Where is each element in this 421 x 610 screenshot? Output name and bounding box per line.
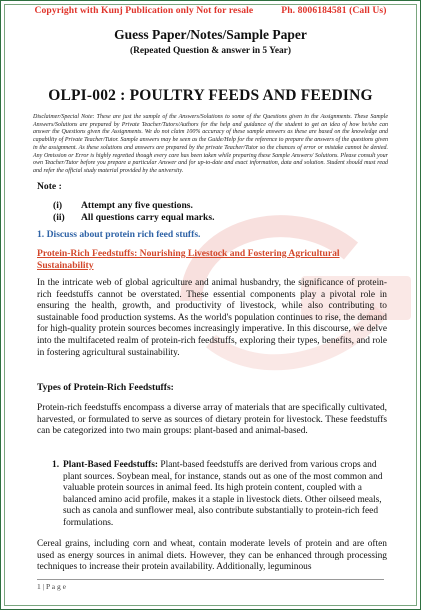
instruction-text: Attempt any five questions. (81, 200, 193, 211)
instruction-number: (ii) (53, 212, 65, 223)
list-item (53, 460, 387, 530)
instruction-number: (i) (53, 200, 63, 211)
contact-phone: Ph. 8006184581 (Call Us) (281, 5, 387, 16)
question-heading: 1. Discuss about protein rich feed stuffs. (37, 229, 201, 240)
page-label: P a g e (46, 582, 66, 591)
cereal-paragraph: Cereal grains, including corn and wheat, contain moderate levels of protein and are often used as energy sources in animal diets. However, they can be enhanced through processing techniques to increase their protein availability. Additionally, leguminous (37, 539, 387, 573)
instruction-item (53, 212, 215, 223)
types-heading: Types of Protein-Rich Feedstuffs: (37, 382, 174, 393)
page-footer: 1 | P a g e (37, 579, 384, 591)
copyright-text: Copyright with Kunj Publication only Not for resale (34, 5, 254, 16)
copyright-banner (1, 5, 420, 16)
disclaimer-text: Disclaimer/Special Note: These are just the sample of the Answers/Solutions to some of the Questions given in the Assignments. These Sample Answers/Solutions are prepared by Private Teacher/Tutors/Authors for the help and guidance of the student to get an idea of how he/she can answer the Questions given the Assignments. We do not claim 100% accuracy of these sample answers as these are based on the knowledge and capability of Private Teacher/Tutor. Sample answers may be seen as the Guide/Help for the reference to prepare the answers of the questions given in the assignment. As these solutions and answers are prepared by the private Teacher/Tutor so the chances of error or mistake cannot be denied. Any Omission or Error is highly regretted though every care has been taken while preparing these Sample Answers/ Solutions. Please consult your own Teacher/Tutor before you prepare a particular Answer and for up-to-date and exact information, data and solution. Student should must read and refer the official study material provided by the university. (33, 114, 388, 174)
page-number: 1 (37, 582, 41, 591)
series-subtitle: (Repeated Question & answer in 5 Year) (130, 46, 291, 56)
list-item-number: 1. (52, 460, 60, 470)
list-item-text: Plant-based feedstuffs are derived from various crops and plant sources. Soybean meal, for instance, stands out as one of the most common and valuable protein sources in animal feed. Its high protein content, coupled with a balanced amino acid profile, makes it a staple in livestock diets. Other oilseed meals, such as canola and sunflower meal, also contribute substantially to protein-rich feed formulations. (63, 460, 383, 528)
note-label: Note : (37, 181, 62, 192)
series-title: Guess Paper/Notes/Sample Paper (114, 27, 307, 42)
types-intro-paragraph: Protein-rich feedstuffs encompass a diverse array of materials that are specifically cultivated, harvested, or formulated to serve as sources of dietary protein for livestock. These feedstuffs can be categorized into two main groups: plant-based and animal-based. (37, 403, 387, 437)
intro-paragraph: In the intricate web of global agriculture and animal husbandry, the significance of protein-rich feedstuffs cannot be overstated. These essential components play a pivotal role in ensuring the health, growth, and productivity of livestock, while also contributing to sustainable food production systems. As the world's population continues to rise, the demand for high-quality protein sources becomes increasingly imperative. In this discourse, we delve into the multifaceted realm of protein-rich feedstuffs, exploring their types, benefits, and role in fostering agricultural sustainability. (37, 278, 387, 358)
course-title: OLPI-002 : POULTRY FEEDS AND FEEDING (48, 87, 373, 104)
list-item-lead: Plant-Based Feedstuffs: (63, 460, 159, 470)
instruction-item (53, 200, 193, 211)
answer-heading: Protein-Rich Feedstuffs: Nourishing Livestock and Fostering Agricultural Sustainability (37, 248, 340, 271)
instruction-text: All questions carry equal marks. (81, 212, 215, 223)
